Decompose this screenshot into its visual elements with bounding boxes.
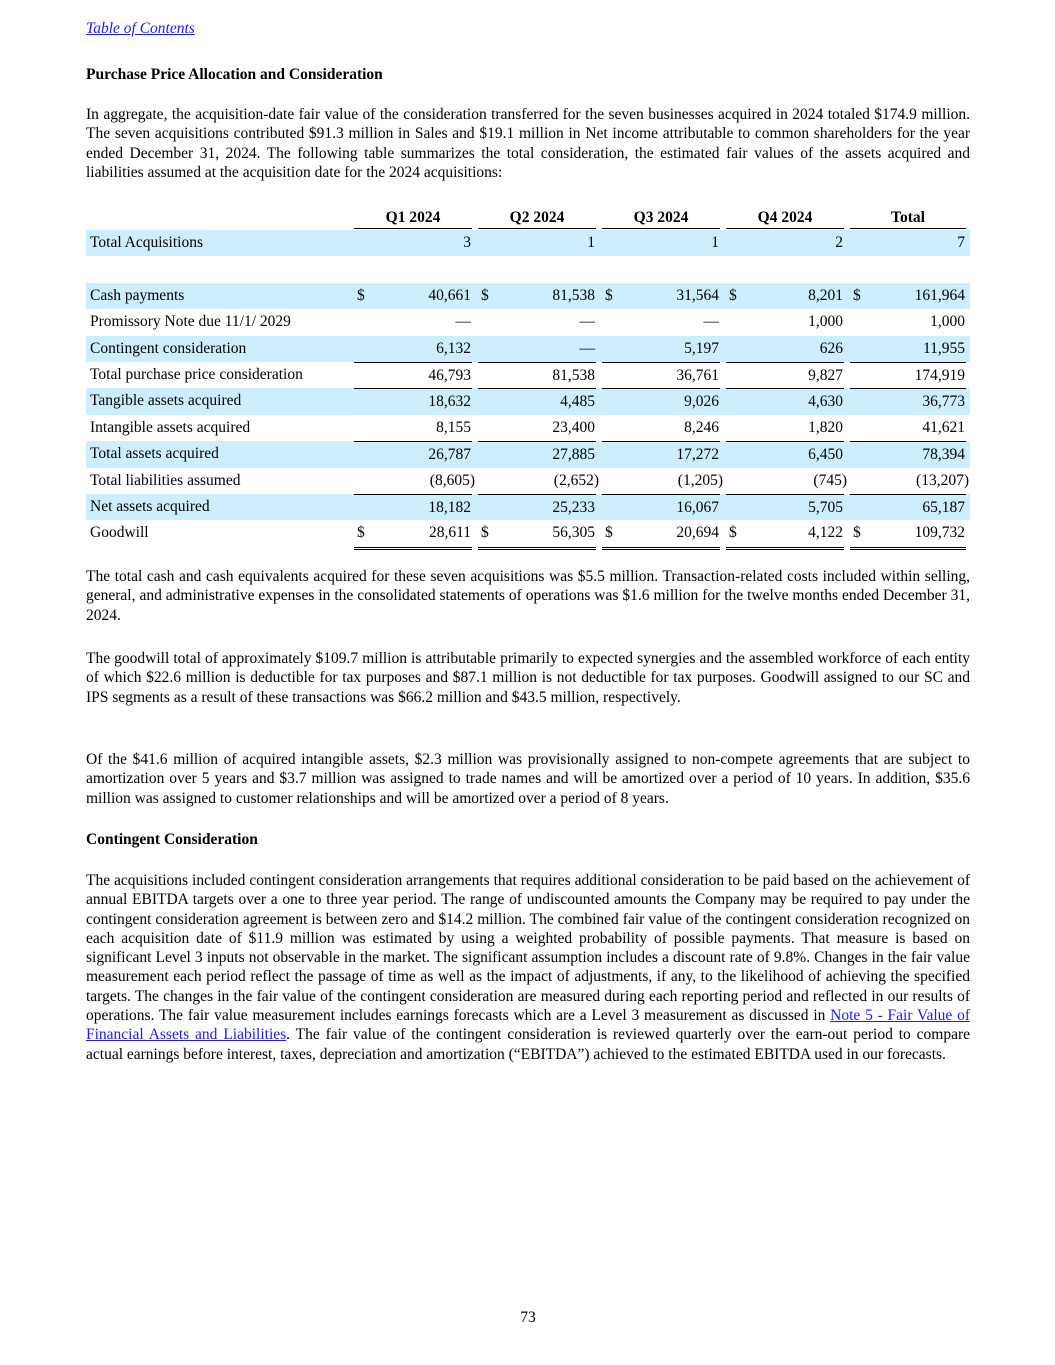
table-row	[86, 388, 970, 414]
table-cell: $ 31,564	[605, 286, 719, 304]
table-row	[86, 283, 970, 309]
section-heading-purchase-price: Purchase Price Allocation and Consideration	[86, 66, 383, 83]
table-cell: 7	[957, 234, 965, 251]
table-row	[86, 468, 970, 494]
table-cell: 16,067	[602, 494, 720, 521]
table-cell: 6,132	[436, 339, 471, 357]
table-row	[86, 309, 970, 335]
intro-paragraph: In aggregate, the acquisition-date fair value of the consideration transferred for the seven businesses acquired in 2024 totaled $174.9 million. The seven acquisitions contributed $91.3 million in Sales and $19.1 million in Net income attributable to common shareholders for the year ended December 31, 2024. The following table summarizes the total consideration, the estimated fair values of the assets acquired and liabilities assumed at the acquisition date for the 2024 acquisitions:	[86, 106, 970, 181]
column-header: Total	[850, 209, 966, 229]
table-cell: —	[455, 313, 471, 331]
table-cell: 4,630	[726, 388, 844, 415]
row-label: Tangible assets acquired	[90, 392, 242, 410]
goodwill-paragraph: The goodwill total of approximately $109.7 million is attributable primarily to expected synergies and the assembled workforce of each entity of which $22.6 million is deductible for tax purposes and $87.1 million is not deductible for tax purposes. Goodwill assigned to our SC and IPS segments as a result of these transactions was $66.2 million and $43.5 million, respectively.	[86, 650, 970, 706]
table-cell: 6,450	[726, 441, 844, 468]
table-cell: $ 109,732	[850, 520, 966, 549]
table-row	[86, 520, 970, 546]
table-cell: 41,621	[922, 418, 965, 436]
table-cell: $ 28,611	[354, 520, 472, 549]
table-cell: (13,207)	[916, 471, 969, 489]
row-label: Total liabilities assumed	[90, 471, 241, 489]
table-cell: 78,394	[850, 441, 966, 468]
table-row	[86, 230, 970, 256]
row-label: Contingent consideration	[90, 339, 247, 357]
table-of-contents-link[interactable]: Table of Contents	[86, 20, 195, 37]
table-cell: 9,827	[726, 362, 844, 389]
table-row	[86, 415, 970, 441]
table-cell: 27,885	[478, 441, 596, 468]
column-header: Q2 2024	[478, 209, 596, 229]
note-5-link[interactable]: Note 5 - Fair Value of Financial Assets and Liabilities	[86, 1007, 970, 1044]
table-row	[86, 362, 970, 388]
page-number: 73	[520, 1309, 536, 1326]
table-cell: 1	[711, 234, 719, 251]
row-label: Total Acquisitions	[90, 234, 204, 251]
table-cell: 1,000	[930, 313, 965, 331]
table-cell: 11,955	[922, 339, 965, 357]
table-cell: 8,246	[684, 418, 719, 436]
table-cell: $ 20,694	[602, 520, 720, 549]
table-cell: 65,187	[850, 494, 966, 521]
intangible-assets-paragraph: Of the $41.6 million of acquired intangible assets, $2.3 million was provisionally assigned to non-compete agreements that are subject to amortization over 5 years and $3.7 million was assigned to trade names and will be amortized over a period of 10 years. In addition, $35.6 million was assigned to customer relationships and will be amortized over a period of 8 years.	[86, 751, 970, 807]
table-cell: 4,485	[478, 388, 596, 415]
table-cell: 1,000	[808, 313, 843, 331]
row-label: Intangible assets acquired	[90, 418, 251, 436]
table-header-row	[86, 206, 970, 230]
table-cell: 81,538	[478, 362, 596, 389]
table-cell: (1,205)	[677, 471, 723, 489]
column-header: Q1 2024	[354, 209, 472, 229]
row-label: Net assets acquired	[90, 497, 210, 515]
column-header: Q4 2024	[726, 209, 844, 229]
table-cell: —	[579, 313, 595, 331]
table-cell: 17,272	[602, 441, 720, 468]
table-cell: 5,197	[684, 339, 719, 357]
table-cell: $ 8,201	[729, 286, 843, 304]
table-cell: 9,026	[602, 388, 720, 415]
section-heading-contingent-consideration: Contingent Consideration	[86, 831, 258, 848]
table-cell: 626	[819, 339, 843, 357]
table-cell: 36,773	[850, 388, 966, 415]
table-cell: 26,787	[354, 441, 472, 468]
table-cell: (2,652)	[553, 471, 599, 489]
table-cell: 1,820	[808, 418, 843, 436]
table-cell: 1	[587, 234, 595, 251]
table-cell: $ 81,538	[481, 286, 595, 304]
table-cell: 18,632	[354, 388, 472, 415]
table-cell: (8,605)	[429, 471, 475, 489]
table-cell: 46,793	[354, 362, 472, 389]
acquisition-table	[86, 206, 970, 547]
contingent-consideration-paragraph: The acquisitions included contingent consideration arrangements that requires additional consideration to be paid based on the achievement of annual EBITDA targets over a one to three year period. The range of undiscounted amounts the Company may be required to pay under the contingent consideration agreement is between zero and $14.2 million. The combined fair value of the contingent consideration recognized on each acquisition date of $11.9 million was estimated by using a weighted probability of possible payments. That measure is based on significant Level 3 inputs not observable in the market. The significant assumption includes a discount rate of 9.8%. Changes in the fair value measurement each period reflect the passage of time as well as the impact of adjustments, if any, to the likelihood of achieving the specified targets. The changes in the fair value of the contingent consideration are measured during each reporting period and reflected in our results of operations. The fair value measurement includes earnings forecasts which are a Level 3 measurement as discussed in Note 5 - Fair Value of Financial Assets and Liabilities. The fair value of the contingent consideration is reviewed quarterly over the earn-out period to compare actual earnings before interest, taxes, depreciation and amortization (“EBITDA”) achieved to the estimated EBITDA used in our forecasts.	[86, 872, 970, 1063]
cash-equivalents-paragraph: The total cash and cash equivalents acquired for these seven acquisitions was $5.5 million. Transaction-related costs included within selling, general, and administrative expenses in the consolidated statements of operations was $1.6 million for the twelve months ended December 31, 2024.	[86, 568, 970, 624]
table-cell: 36,761	[602, 362, 720, 389]
table-row	[86, 494, 970, 520]
table-cell: $ 56,305	[478, 520, 596, 549]
table-cell: $ 4,122	[726, 520, 844, 549]
table-cell: 5,705	[726, 494, 844, 521]
row-label: Promissory Note due 11/1/ 2029	[90, 313, 291, 331]
table-cell: 23,400	[552, 418, 595, 436]
table-cell: $ 40,661	[357, 286, 471, 304]
table-spacer-row	[86, 256, 970, 282]
row-label: Cash payments	[90, 286, 185, 304]
table-row	[86, 441, 970, 467]
row-label: Goodwill	[90, 524, 149, 542]
table-cell: 174,919	[850, 362, 966, 389]
table-cell: $ 161,964	[853, 286, 965, 304]
table-cell: —	[703, 313, 719, 331]
table-row	[86, 336, 970, 362]
column-header: Q3 2024	[602, 209, 720, 229]
table-cell: 8,155	[436, 418, 471, 436]
table-cell: —	[579, 339, 595, 357]
table-cell: (745)	[813, 471, 847, 489]
table-cell: 2	[835, 234, 843, 251]
row-label: Total assets acquired	[90, 445, 219, 463]
table-cell: 25,233	[478, 494, 596, 521]
table-cell: 18,182	[354, 494, 472, 521]
table-cell: 3	[463, 234, 471, 251]
row-label: Total purchase price consideration	[90, 365, 303, 383]
